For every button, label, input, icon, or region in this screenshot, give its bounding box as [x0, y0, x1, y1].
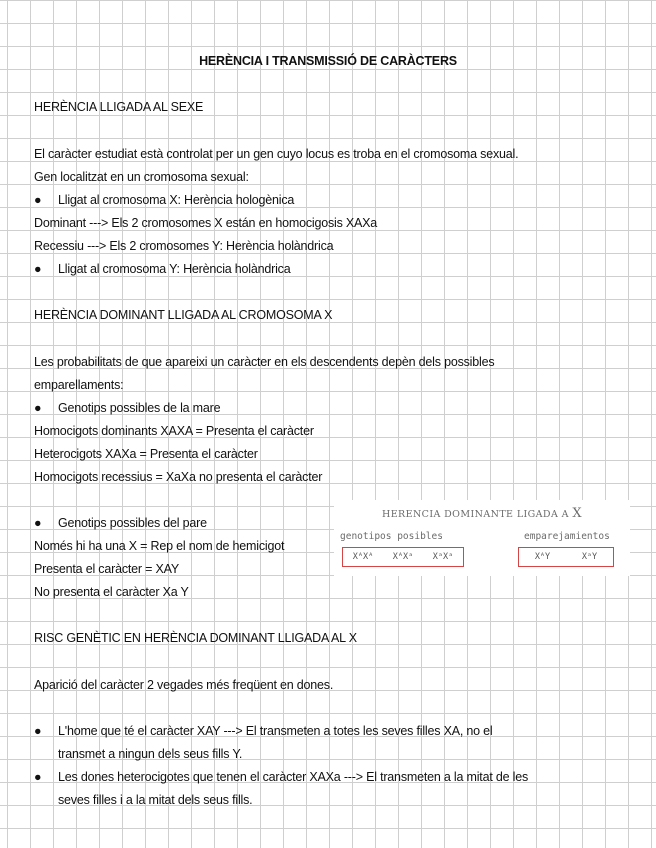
document-title: HERÈNCIA I TRANSMISSIÓ DE CARÀCTERS	[199, 54, 457, 68]
bullet-dot: ●	[34, 770, 42, 784]
genotype-item: XᴬXᵃ	[392, 552, 414, 562]
text-line: Només hi ha una X = Rep el nom de hemicigot	[34, 539, 285, 553]
pairings-box	[518, 547, 614, 567]
pairing-item: XᵃY	[581, 552, 598, 562]
text-line: Recessiu ---> Els 2 cromosomes Y: Herència holàndrica	[34, 239, 334, 253]
genotype-item: XᵃXᵃ	[432, 552, 454, 562]
inheritance-figure	[334, 500, 630, 576]
figure-title	[334, 506, 630, 521]
paragraph: El caràcter estudiat està controlat per un gen cuyo locus es troba en el cromosoma sexual.	[34, 147, 519, 161]
paragraph: emparellaments:	[34, 378, 124, 392]
paragraph: Les probabilitats de que apareixi un caràcter en els descendents depèn dels possibles	[34, 355, 495, 369]
figure-title-text: HERENCIA DOMINANTE LIGADA A	[382, 509, 569, 520]
bullet-dot: ●	[34, 401, 42, 415]
pairing-item: XᴬY	[534, 552, 551, 562]
section-heading: RISC GENÈTIC EN HERÈNCIA DOMINANT LLIGADA AL X	[34, 631, 357, 645]
genotype-item: XᴬXᴬ	[352, 552, 374, 562]
bullet-dot: ●	[34, 516, 42, 530]
section-heading: HERÈNCIA DOMINANT LLIGADA AL CROMOSOMA X	[34, 308, 333, 322]
genotypes-label: genotipos posibles	[340, 531, 443, 542]
paragraph: Gen localitzat en un cromosoma sexual:	[34, 170, 249, 184]
bullet-text: L'home que té el caràcter XAY ---> El transmeten a totes les seves filles XA, no el	[58, 724, 493, 738]
bullet-text: Genotips possibles de la mare	[58, 401, 221, 415]
bullet-text: Genotips possibles del pare	[58, 516, 207, 530]
text-line: Dominant ---> Els 2 cromosomes X están en homocigosis XAXa	[34, 216, 378, 230]
figure-title-x: X	[572, 506, 582, 521]
bullet-text: Les dones heterocigotes que tenen el caràcter XAXa ---> El transmeten a la mitat de les	[58, 770, 529, 784]
bullet-text: Lligat al cromosoma X: Herència hologènica	[58, 193, 295, 207]
bullet-dot: ●	[34, 262, 42, 276]
text-line: Presenta el caràcter = XAY	[34, 562, 179, 576]
text-line: Homocigots dominants XAXA = Presenta el caràcter	[34, 424, 314, 438]
text-line: Homocigots recessius = XaXa no presenta el caràcter	[34, 470, 323, 484]
section-heading: HERÈNCIA LLIGADA AL SEXE	[34, 100, 204, 114]
paragraph: Aparició del caràcter 2 vegades més freqüent en dones.	[34, 678, 334, 692]
bullet-continuation: transmet a ningun dels seus fills Y.	[58, 747, 243, 761]
text-line: No presenta el caràcter Xa Y	[34, 585, 189, 599]
bullet-dot: ●	[34, 724, 42, 738]
pairings-label: emparejamientos	[524, 531, 610, 542]
text-line: Heterocigots XAXa = Presenta el caràcter	[34, 447, 258, 461]
bullet-dot: ●	[34, 193, 42, 207]
bullet-text: Lligat al cromosoma Y: Herència holàndrica	[58, 262, 291, 276]
bullet-continuation: seves filles i a la mitat dels seus fills.	[58, 793, 253, 807]
genotypes-box	[342, 547, 464, 567]
